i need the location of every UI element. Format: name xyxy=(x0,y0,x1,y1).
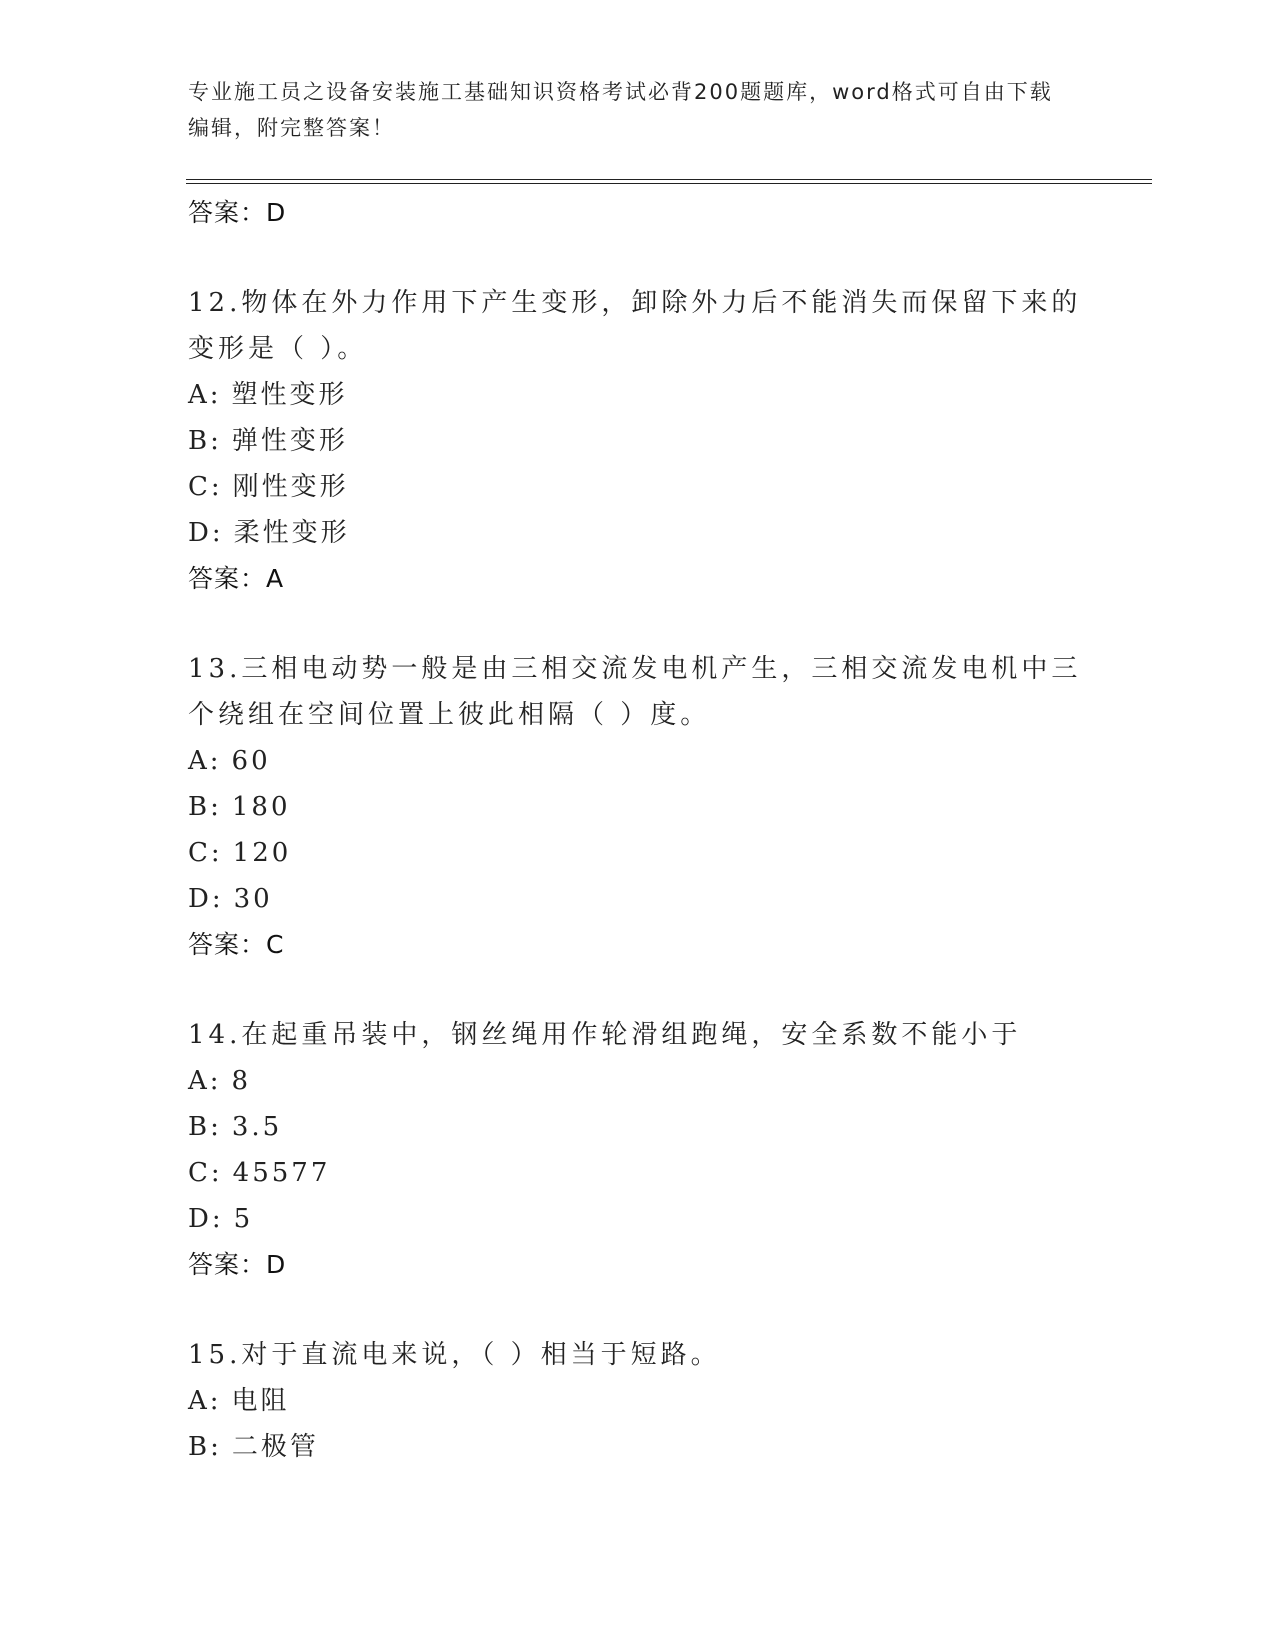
option-a xyxy=(188,1058,1088,1104)
option-b xyxy=(188,784,1088,830)
header-divider xyxy=(186,179,1152,180)
option-a xyxy=(188,738,1088,784)
option-b xyxy=(188,1424,1088,1470)
option-label: A: xyxy=(188,1066,222,1096)
question-text: 14.在起重吊装中，钢丝绳用作轮滑组跑绳，安全系数不能小于 xyxy=(188,1020,1022,1050)
option-label: A: xyxy=(188,1386,222,1416)
header-divider-double xyxy=(186,183,1152,184)
option-text: 柔性变形 xyxy=(233,518,350,548)
option-text: 30 xyxy=(233,884,273,914)
option-text: 45577 xyxy=(232,1158,331,1188)
option-label: C: xyxy=(188,838,223,868)
option-text: 8 xyxy=(231,1066,252,1096)
question-text: 13.三相电动势一般是由三相交流发电机产生，三相交流发电机中三个绕组在空间位置上彼此相隔（ ）度。 xyxy=(188,654,1082,730)
answer-line: 答案：D xyxy=(188,1250,287,1279)
option-d xyxy=(188,510,1088,556)
option-b xyxy=(188,1104,1088,1150)
option-text: 60 xyxy=(231,746,271,776)
answer-line: 答案：C xyxy=(188,930,285,959)
question-text: 15.对于直流电来说，（ ）相当于短路。 xyxy=(188,1340,721,1370)
option-a xyxy=(188,1378,1088,1424)
option-d xyxy=(188,876,1088,922)
option-d xyxy=(188,1196,1088,1242)
option-label: A: xyxy=(188,380,222,410)
document-header: 专业施工员之设备安装施工基础知识资格考试必背200题题库，word格式可自由下载编辑，附完整答案！ xyxy=(188,80,1053,140)
option-label: B: xyxy=(188,1432,222,1462)
option-c xyxy=(188,830,1088,876)
option-text: 刚性变形 xyxy=(232,472,349,502)
option-text: 电阻 xyxy=(231,1386,290,1416)
option-c xyxy=(188,1150,1088,1196)
answer-line: 答案：A xyxy=(188,564,285,593)
option-label: D: xyxy=(188,1204,224,1234)
option-text: 3.5 xyxy=(231,1112,283,1142)
option-text: 5 xyxy=(233,1204,254,1234)
option-text: 二极管 xyxy=(231,1432,319,1462)
option-c xyxy=(188,464,1088,510)
option-label: A: xyxy=(188,746,222,776)
question-text: 12.物体在外力作用下产生变形，卸除外力后不能消失而保留下来的变形是（ ）。 xyxy=(188,288,1082,364)
option-text: 塑性变形 xyxy=(231,380,348,410)
option-label: C: xyxy=(188,1158,223,1188)
option-text: 弹性变形 xyxy=(231,426,348,456)
answer-line: 答案：D xyxy=(188,198,287,227)
option-label: B: xyxy=(188,426,222,456)
question-list xyxy=(188,190,1088,1470)
option-label: D: xyxy=(188,884,224,914)
option-a xyxy=(188,372,1088,418)
option-b xyxy=(188,418,1088,464)
option-label: D: xyxy=(188,518,224,548)
option-label: B: xyxy=(188,1112,222,1142)
option-text: 120 xyxy=(232,838,292,868)
option-label: C: xyxy=(188,472,223,502)
option-label: B: xyxy=(188,792,222,822)
option-text: 180 xyxy=(231,792,291,822)
